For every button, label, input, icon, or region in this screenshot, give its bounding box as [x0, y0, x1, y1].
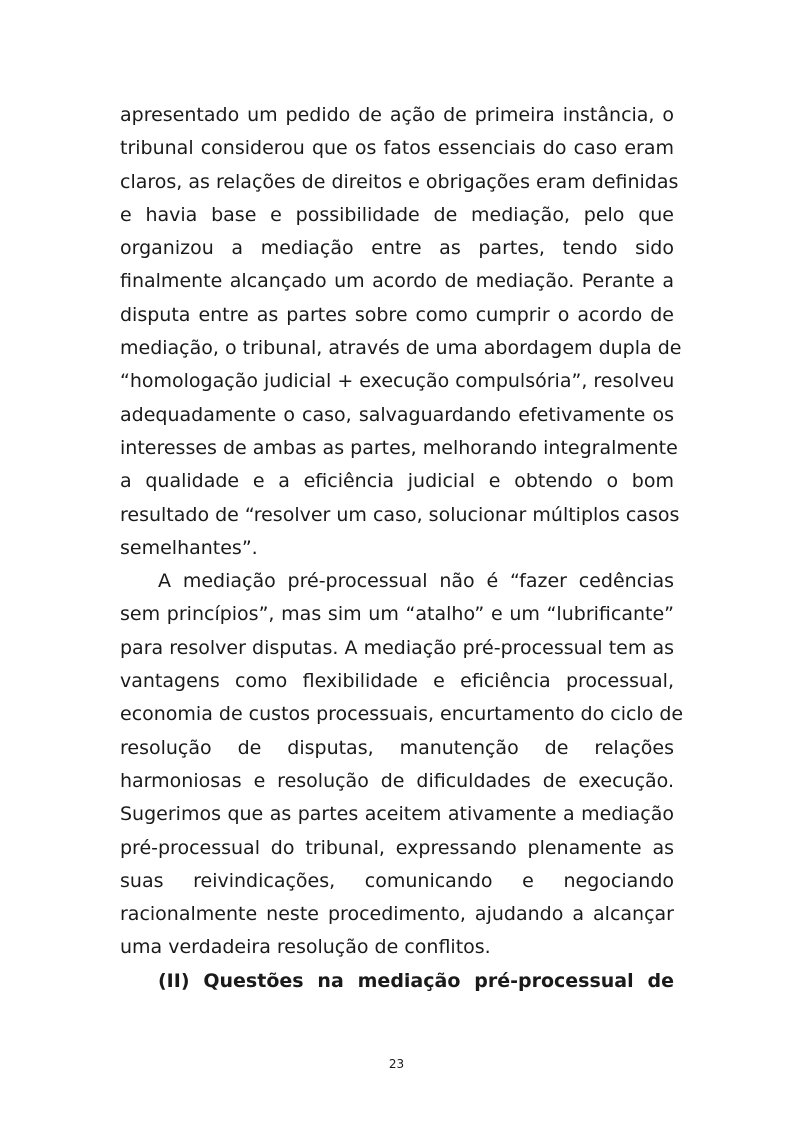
text-line: harmoniosas e resolução de dificuldades de execução. — [120, 769, 674, 792]
body-text — [120, 99, 684, 998]
text-line: racionalmente neste procedimento, ajudando a alcançar — [120, 903, 674, 926]
text-line: apresentado um pedido de ação de primeira instância, o — [120, 104, 674, 126]
text-line: disputa entre as partes sobre como cumprir o acordo de — [120, 303, 674, 326]
text-line: a qualidade e a eficiência judicial e obtendo o bom — [120, 470, 674, 493]
paragraph-1 — [120, 99, 682, 565]
paragraph-2 — [120, 565, 684, 965]
text-line: sem princípios”, mas sim um “atalho” e um “lubrificante” — [120, 603, 674, 626]
text-line: interesses de ambas as partes, melhorando integralmente — [120, 436, 678, 459]
text-line: tribunal considerou que os fatos essenciais do caso eram — [120, 137, 674, 160]
text-line: A mediação pré-processual não é “fazer cedências — [158, 570, 674, 593]
text-line: finalmente alcançado um acordo de mediação. Perante a — [120, 270, 674, 293]
text-line: mediação, o tribunal, através de uma abordagem dupla de — [120, 337, 682, 360]
text-line: para resolver disputas. A mediação pré-processual tem as — [120, 636, 674, 659]
text-line: uma verdadeira resolução de conflitos. — [120, 936, 491, 959]
text-line: vantagens como flexibilidade e eficiência processual, — [120, 670, 674, 693]
text-line: resultado de “resolver um caso, solucionar múltiplos casos — [120, 503, 680, 526]
text-line: e havia base e possibilidade de mediação, pelo que — [120, 203, 674, 226]
text-line: semelhantes”. — [120, 536, 258, 559]
text-line: adequadamente o caso, salvaguardando efetivamente os — [120, 403, 674, 426]
text-line: “homologação judicial + execução compulsória”, resolveu — [120, 370, 675, 393]
text-line: claros, as relações de direitos e obrigações eram definidas — [120, 170, 679, 193]
text-line: suas reivindicações, comunicando e negociando — [120, 869, 674, 892]
page-number: 23 — [388, 1057, 405, 1071]
text-line: organizou a mediação entre as partes, tendo sido — [120, 237, 674, 260]
text-line: pré-processual do tribunal, expressando plenamente as — [120, 836, 674, 859]
text-line: resolução de disputas, manutenção de relações — [120, 736, 674, 759]
text-line: economia de custos processuais, encurtamento do ciclo de — [120, 703, 684, 726]
section-heading: (II) Questões na mediação pré-processual de — [158, 969, 674, 992]
text-line: Sugerimos que as partes aceitem ativamente a mediação — [120, 803, 674, 826]
